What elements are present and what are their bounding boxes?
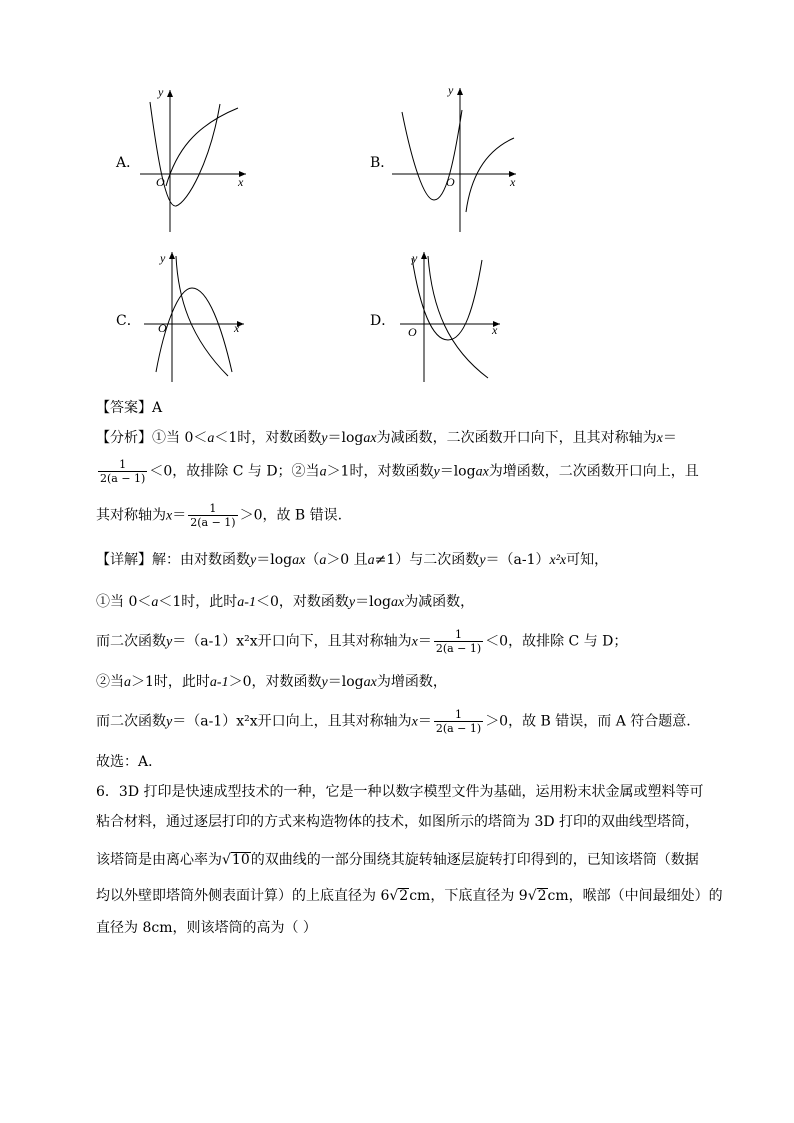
option-a-label: A． <box>116 155 141 171</box>
answer-tag: 【答案】 <box>96 400 152 416</box>
detail-line-3: 而二次函数y＝（a-1）x²x开口向下，且其对称轴为x＝ $\frac{1}{2(a - 1)}$ ＜0，故排除 C 与 D； <box>96 628 628 655</box>
y-axis-label: y <box>158 85 164 99</box>
log-curve <box>176 256 228 376</box>
option-c-graph <box>140 248 250 384</box>
y-axis-arrow-icon <box>421 252 427 259</box>
option-d-graph <box>398 248 504 384</box>
option-c-label: C． <box>116 313 141 329</box>
origin-label: O <box>156 175 165 189</box>
fraction: $\frac{1}{2(a - 1)}$ <box>100 458 146 485</box>
x-axis-label: x <box>510 175 516 189</box>
analysis-line-3: 其对称轴为x＝ $\frac{1}{2(a - 1)}$ ＞0，故 B 错误. <box>96 502 343 529</box>
analysis-line-2: $\frac{1}{2(a - 1)}$ ＜0，故排除 C 与 D；②当a＞1时，对数函数y＝logax为增函数，二次函数开口向上，且 <box>100 458 699 485</box>
x-axis-label: x <box>492 323 498 337</box>
option-d-label: D． <box>370 313 396 329</box>
fraction: $\frac{1}{2(a - 1)}$ <box>435 708 482 735</box>
y-axis-arrow-icon <box>457 88 463 95</box>
detail-line-4: ②当a＞1时，此时a-1＞0，对数函数y＝logax为增函数， <box>96 674 447 690</box>
q6-line-1: 6．3D 打印是快速成型技术的一种，它是一种以数字模型文件为基础，运用粉末状金属或塑料等可 <box>96 784 704 800</box>
y-axis-label: y <box>412 251 418 265</box>
detail-line-1: 【详解】解：由对数函数y＝logax（a＞0 且a≠1）与二次函数y＝（a-1）x²x可知， <box>96 552 609 568</box>
sqrt-expression: 2 <box>537 888 547 904</box>
y-axis-arrow-icon <box>167 90 173 97</box>
option-b-label: B． <box>370 155 395 171</box>
answer-value: A <box>152 400 163 416</box>
q6-line-4: 均以外壁即塔筒外侧表面计算）的上底直径为 6√2cm，下底直径为 9√2cm，喉部（中间最细处）的 <box>96 888 723 904</box>
y-axis-arrow-icon <box>169 252 175 259</box>
detail-tag: 【详解】 <box>96 552 152 568</box>
sqrt-expression: 10 <box>231 852 250 868</box>
q6-line-5: 直径为 8cm，则该塔筒的高为（ ） <box>96 920 317 936</box>
sqrt-expression: 2 <box>399 888 409 904</box>
detail-line-5: 而二次函数y＝（a-1）x²x开口向上，且其对称轴为x＝ $\frac{1}{2(a - 1)}$ ＞0，故 B 错误，而 A 符合题意. <box>96 708 691 735</box>
y-axis-label: y <box>160 251 166 265</box>
fraction: $\frac{1}{2(a - 1)}$ <box>190 502 236 529</box>
detail-line-6: 故选：A． <box>96 754 163 770</box>
x-axis-label: x <box>238 175 244 189</box>
origin-label: O <box>446 175 455 189</box>
y-axis-label: y <box>448 83 454 97</box>
origin-label: O <box>158 321 167 335</box>
analysis-tag: 【分析】 <box>96 430 152 446</box>
analysis-line-1: 【分析】①当 0＜a＜1时，对数函数y＝logax为减函数，二次函数开口向下，且其对称轴为x＝ <box>96 430 677 446</box>
fraction: $\frac{1}{2(a - 1)}$ <box>435 628 482 655</box>
x-axis-label: x <box>234 321 240 335</box>
parabola-curve <box>150 102 220 206</box>
option-a-graph <box>130 82 250 234</box>
origin-label: O <box>408 325 417 339</box>
detail-line-2: ①当 0＜a＜1时，此时a-1＜0，对数函数y＝logax为减函数， <box>96 594 475 610</box>
answer-line <box>96 398 162 418</box>
q6-line-3: 该塔筒是由离心率为√10的双曲线的一部分围绕其旋转轴逐层旋转打印得到的，已知该塔筒（数据 <box>96 852 699 868</box>
option-b-graph <box>390 82 520 234</box>
q6-line-2: 粘合材料，通过逐层打印的方式来构造物体的技术，如图所示的塔筒为 3D 打印的双曲线型塔筒， <box>96 814 700 830</box>
log-curve <box>466 138 514 212</box>
parabola-curve <box>412 258 482 340</box>
